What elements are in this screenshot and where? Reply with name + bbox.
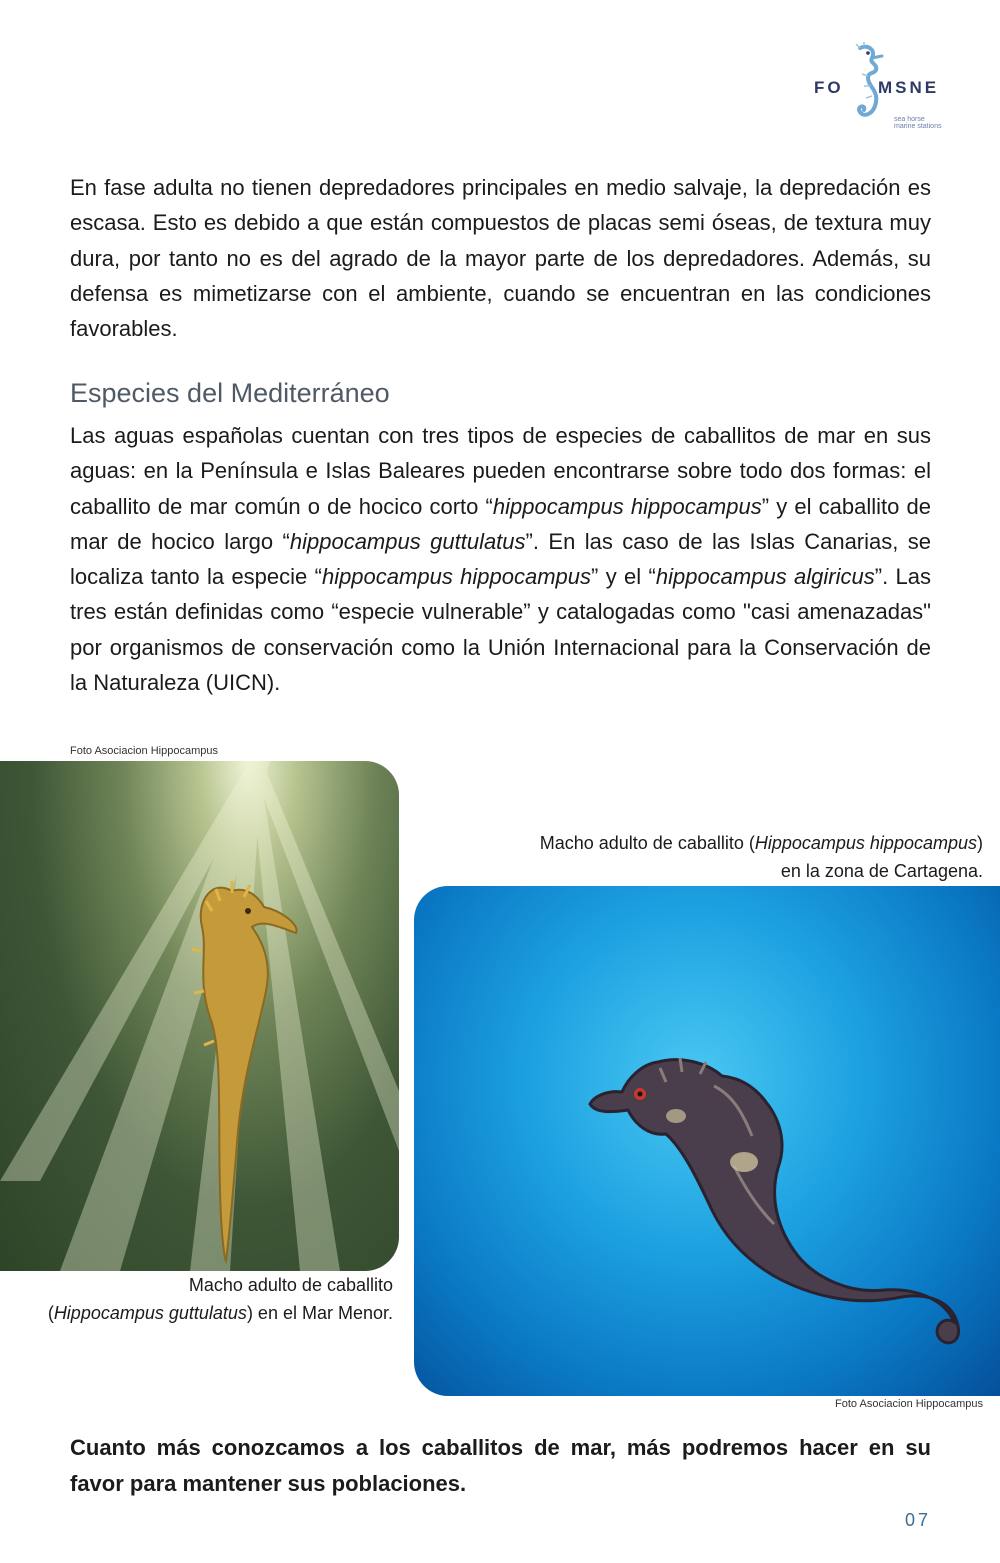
photo-hippocampus-hippocampus (414, 886, 1000, 1396)
caption-2-line-1 (540, 829, 983, 857)
species-text-3: ”. En las caso de las Islas Canarias, se localiza tanto la especie “ (70, 528, 932, 590)
species-text-5: ”. Las tres están definidas como “especie vulnerable” y catalogadas como "casi amenazadas" por organismos de conservación como la Unión Internacional para la Conservación de la Naturaleza (UICN). (70, 564, 932, 696)
caption-1-paren: ( (47, 1303, 54, 1323)
caption-2-start: Macho adulto de caballito ( (539, 833, 755, 853)
photo-hippocampus-guttulatus (0, 761, 399, 1271)
caption-1-rest: ) en el Mar Menor. (246, 1303, 393, 1323)
species-paragraph (70, 418, 931, 700)
logo-subtitle: sea horse marine stations (894, 116, 942, 130)
species-name-4: hippocampus algiricus (655, 564, 875, 590)
intro-paragraph: En fase adulta no tienen depredadores principales en medio salvaje, la depredación es escasa. Esto es debido a que están compuestos de placas semi óseas, de textura muy dura, por tanto no es del agrado de la mayor parte de los depredadores. Además, su defensa es mimetizarse con el ambiente, cuando se encuentran en las condiciones favorables. (70, 175, 931, 342)
caption-1-species: Hippocampus guttulatus (53, 1303, 247, 1323)
seahorse-guttulatus-illustration (0, 761, 399, 1271)
caption-2-species: Hippocampus hippocampus (754, 833, 977, 853)
species-text-2: ” y el caballito de mar de hocico largo “ (70, 493, 931, 554)
page-number: 07 (904, 1510, 931, 1530)
caption-2-close: ) (977, 833, 983, 853)
species-text-1: Las aguas españolas cuentan con tres tipos de especies de caballitos de mar en sus aguas: en la Península e Islas Baleares pueden encontrarse sobre todo dos formas: el caballito de mar común o de hocico corto “ (70, 423, 931, 519)
logo-text-left: FO (814, 78, 844, 97)
species-name-1: hippocampus hippocampus (492, 493, 762, 519)
photo-caption-1 (48, 1271, 393, 1327)
species-name-3: hippocampus hippocampus (321, 564, 592, 590)
photo-caption-2 (540, 829, 983, 885)
fomsne-logo (812, 38, 942, 138)
species-text-4: ” y el “ (591, 564, 656, 590)
logo-text-right: MSNE (878, 78, 940, 97)
caption-1-line-1: Macho adulto de caballito (188, 1275, 393, 1295)
species-name-2: hippocampus guttulatus (289, 528, 526, 554)
caption-2-line-2: en la zona de Cartagena. (780, 861, 983, 881)
section-heading: Especies del Mediterráneo (70, 378, 390, 408)
photo-credit-1: Foto Asociacion Hippocampus (70, 745, 218, 757)
caption-1-line-2 (48, 1299, 393, 1327)
seahorse-hippocampus-illustration (414, 886, 1000, 1396)
closing-statement: Cuanto más conozcamos a los caballitos de mar, más podremos hacer en su favor para mantener sus poblaciones. (70, 1435, 931, 1496)
photo-credit-2: Foto Asociacion Hippocampus (835, 1398, 983, 1410)
